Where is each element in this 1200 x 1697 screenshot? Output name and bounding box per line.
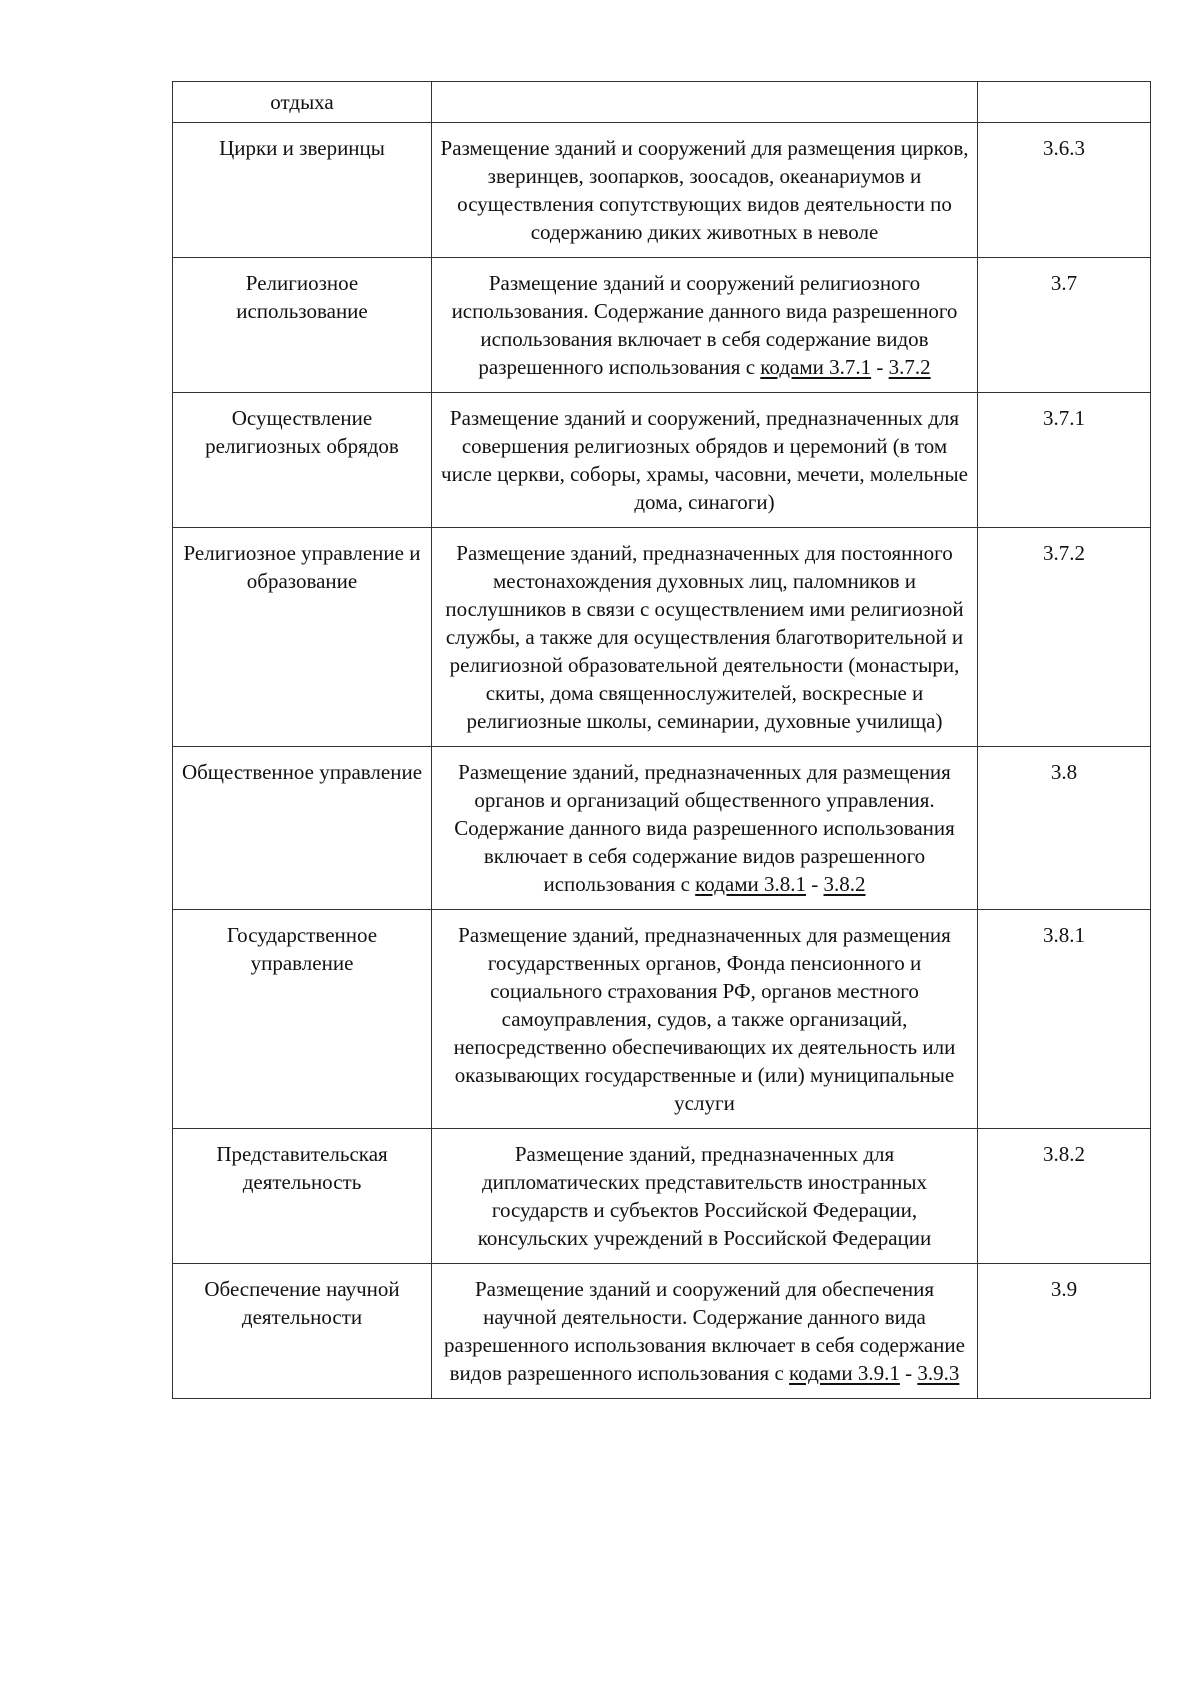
use-description-cell <box>432 1264 978 1399</box>
description-text: Размещение зданий и сооружений для обеспечения научной деятельности. Содержание данного вида разрешенного использования включает в себя содержание видов разрешенного использования с <box>444 1277 965 1385</box>
use-name-cell: Религиозное использование <box>173 258 432 393</box>
use-description-cell: Размещение зданий, предназначенных для дипломатических представительств иностранных государств и субъектов Российской Федерации, консульских учреждений в Российской Федерации <box>432 1129 978 1264</box>
use-code-cell: 3.6.3 <box>978 123 1151 258</box>
table-row <box>173 528 1151 747</box>
use-name-cell: Общественное управление <box>173 747 432 910</box>
use-code-cell: 3.8.1 <box>978 910 1151 1129</box>
code-range-end-link[interactable]: 3.7.2 <box>888 355 931 379</box>
table-row <box>173 910 1151 1129</box>
code-range-start-link[interactable]: кодами 3.8.1 <box>695 872 806 896</box>
table-row <box>173 393 1151 528</box>
use-name-cell: отдыха <box>173 82 432 123</box>
use-name-cell: Цирки и зверинцы <box>173 123 432 258</box>
code-range-separator: - <box>899 1361 918 1385</box>
use-code-cell: 3.7.1 <box>978 393 1151 528</box>
land-use-table <box>172 81 1151 1399</box>
use-code-cell <box>978 82 1151 123</box>
code-range-start-link[interactable]: кодами 3.9.1 <box>789 1361 900 1385</box>
table-row <box>173 258 1151 393</box>
use-name-cell: Государственное управление <box>173 910 432 1129</box>
use-name-cell: Религиозное управление и образование <box>173 528 432 747</box>
use-description-cell: Размещение зданий и сооружений, предназначенных для совершения религиозных обрядов и церемоний (в том числе церкви, соборы, храмы, часовни, мечети, молельные дома, синагоги) <box>432 393 978 528</box>
table-row <box>173 1129 1151 1264</box>
use-description-cell <box>432 82 978 123</box>
use-code-cell: 3.7.2 <box>978 528 1151 747</box>
use-description-cell: Размещение зданий, предназначенных для постоянного местонахождения духовных лиц, паломников и послушников в связи с осуществлением ими религиозной службы, а также для осуществления благотворительной и религиозной образовательной деятельности (монастыри, скиты, дома священнослужителей, воскресные и религиозные школы, семинарии, духовные училища) <box>432 528 978 747</box>
code-range-start-link[interactable]: кодами 3.7.1 <box>760 355 872 379</box>
code-range-separator: - <box>871 355 889 379</box>
use-name-cell: Обеспечение научной деятельности <box>173 1264 432 1399</box>
table-row <box>173 1264 1151 1399</box>
code-range-end-link[interactable]: 3.9.3 <box>917 1361 960 1385</box>
use-description-cell: Размещение зданий и сооружений для размещения цирков, зверинцев, зоопарков, зоосадов, океанариумов и осуществления сопутствующих видов деятельности по содержанию диких животных в неволе <box>432 123 978 258</box>
use-description-cell: Размещение зданий, предназначенных для размещения государственных органов, Фонда пенсионного и социального страхования РФ, органов местного самоуправления, судов, а также организаций, непосредственно обеспечивающих их деятельность или оказывающих государственные и (или) муниципальные услуги <box>432 910 978 1129</box>
use-name-cell: Представительская деятельность <box>173 1129 432 1264</box>
use-name-cell: Осуществление религиозных обрядов <box>173 393 432 528</box>
description-text: Размещение зданий и сооружений религиозного использования. Содержание данного вида разрешенного использования включает в себя содержание видов разрешенного использования с <box>451 271 958 379</box>
table-row <box>173 123 1151 258</box>
description-text: Размещение зданий, предназначенных для размещения органов и организаций общественного управления. Содержание данного вида разрешенного использования включает в себя содержание видов разрешенного использования с <box>454 760 955 896</box>
code-range-separator: - <box>806 872 824 896</box>
code-range-end-link[interactable]: 3.8.2 <box>823 872 866 896</box>
table-row <box>173 82 1151 123</box>
use-code-cell: 3.8 <box>978 747 1151 910</box>
use-description-cell <box>432 747 978 910</box>
use-code-cell: 3.9 <box>978 1264 1151 1399</box>
use-description-cell <box>432 258 978 393</box>
table-row <box>173 747 1151 910</box>
use-code-cell: 3.8.2 <box>978 1129 1151 1264</box>
use-code-cell: 3.7 <box>978 258 1151 393</box>
